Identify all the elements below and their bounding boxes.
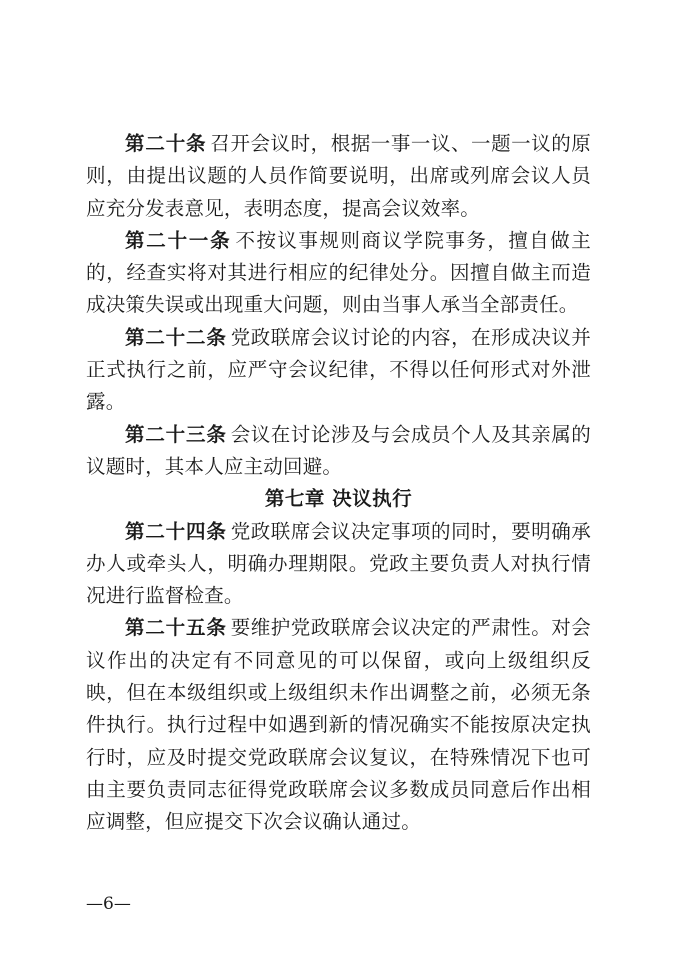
- article-text: 不按议事规则商议学院事务，擅自做主的，经查实将对其进行相应的纪律处分。因擅自做主而造成决策失误或出现重大问题，则由当事人承当全部责任。: [86, 228, 591, 317]
- article-title: 第二十一条: [125, 228, 232, 252]
- article-22: [86, 322, 591, 419]
- article-text: 会议在讨论涉及与会成员个人及其亲属的议题时，其本人应主动回避。: [86, 422, 591, 478]
- article-24: [86, 516, 591, 613]
- article-text: 召开会议时，根据一事一议、一题一议的原则，由提出议题的人员作简要说明，出席或列席会议人员应充分发表意见，表明态度，提高会议效率。: [86, 132, 591, 220]
- article-title: 第二十三条: [125, 422, 227, 446]
- article-text: 要维护党政联席会议决定的严肃性。对会议作出的决定有不同意见的可以保留，或向上级组织反映，但在本级组织或上级组织未作出调整之前，必须无条件执行。执行过程中如遇到新的情况确实不能按原决定执行时，应及时提交党政联席会议复议，在特殊情况下也可由主要负责同志征得党政联席会议多数成员同意后作出相应调整，但应提交下次会议确认通过。: [86, 616, 591, 834]
- article-text: 党政联席会议决定事项的同时，要明确承办人或牵头人，明确办理期限。党政主要负责人对执行情况进行监督检查。: [86, 519, 591, 608]
- article-title: 第二十五条: [125, 616, 227, 640]
- article-25: [86, 612, 591, 838]
- article-title: 第二十二条: [125, 325, 227, 349]
- document-body: [86, 128, 591, 839]
- article-21: [86, 225, 591, 322]
- article-title: 第二十条: [125, 132, 207, 155]
- article-20: [86, 128, 591, 225]
- page-number: —6—: [86, 894, 131, 914]
- article-23: [86, 419, 591, 484]
- chapter-heading: 第七章 决议执行: [264, 487, 413, 511]
- article-text: 党政联席会议讨论的内容，在形成决议并正式执行之前，应严守会议纪律，不得以任何形式对外泄露。: [86, 325, 591, 414]
- article-title: 第二十四条: [125, 519, 227, 543]
